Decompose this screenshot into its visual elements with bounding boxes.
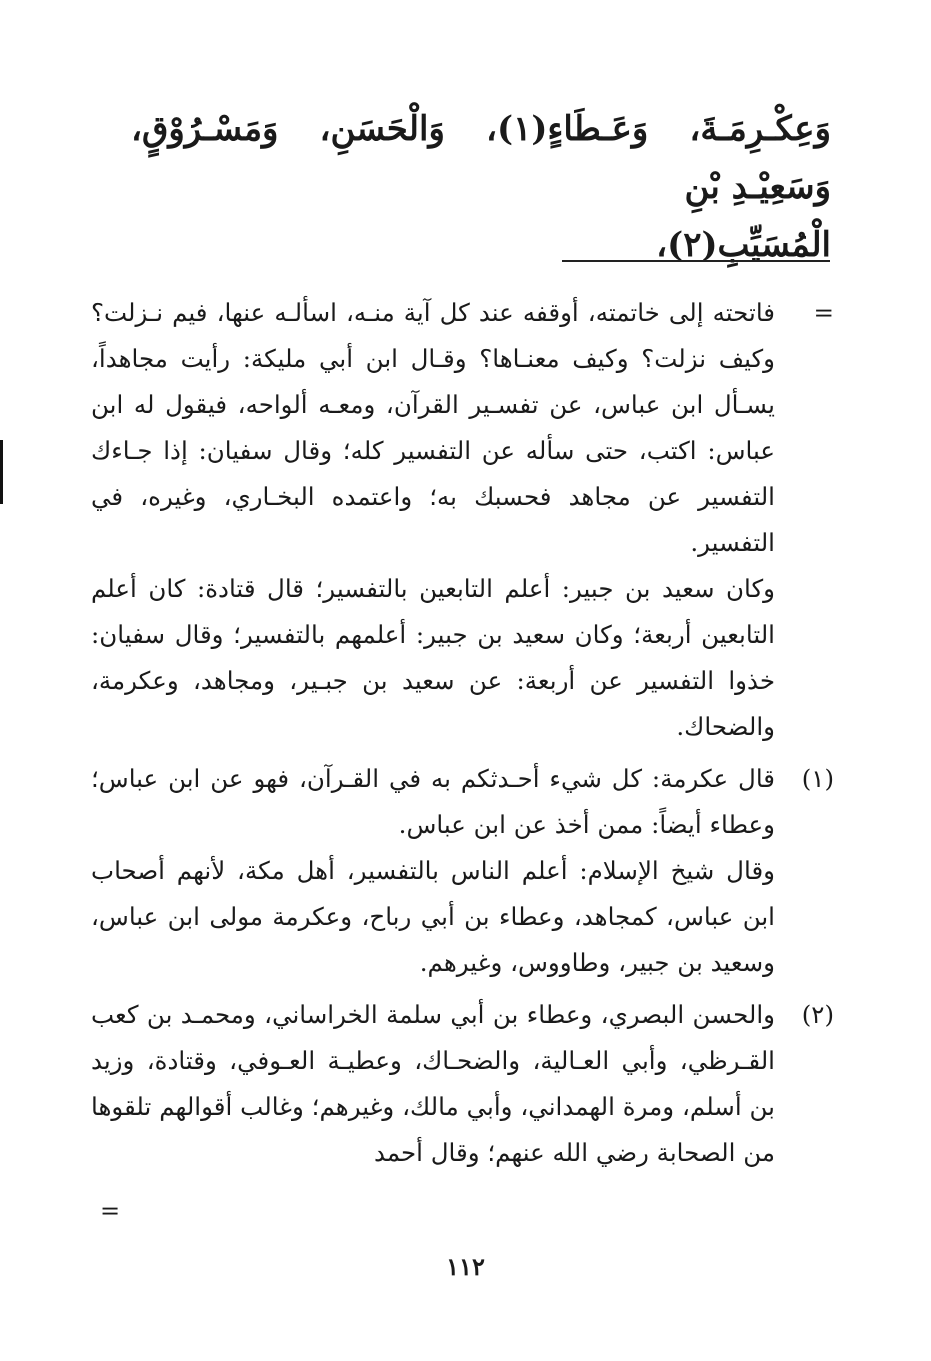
footnote-2: [91, 992, 834, 1176]
main-text: [131, 100, 831, 274]
footnote-paragraph: وكان سعيد بن جبير: أعلم التابعين بالتفسير؛ قال قتادة: كان أعلم التابعين أربعة؛ وكان سعيد بن جبير: أعلمهم بالتفسير؛ وقال سفيان: خذوا التفسير عن أربعة: عن سعيد بن جبـير، ومجاهد، وعكرمة، والضحاك.: [91, 574, 775, 741]
footnote-continuation: [91, 290, 834, 750]
main-text-line: الْمُسَيِّبِ(٢)،: [656, 225, 831, 265]
footnote-1: [91, 756, 834, 986]
footnote-marker: =: [813, 298, 834, 327]
footnote-marker: (١): [801, 764, 834, 793]
scan-edge-mark: [0, 440, 3, 504]
footnote-paragraph: والحسن البصري، وعطاء بن أبي سلمة الخراساني، ومحمـد بن كعب القـرظي، وأبي العـالية، والضحـاك، وعطيـة العـوفي، وقتادة، وزيد بن أسلم، ومرة الهمداني، وأبي مالك، وغيرهم؛ وغالب أقوالهم تلقوها من الصحابة رضي الله عنهم؛ وقال أحمد: [91, 1000, 775, 1167]
main-text-line: وَعِكْـرِمَـةَ، وَعَـطَاءٍ(١)، وَالْحَسَنِ، وَمَسْـرُوْقٍ، وَسَعِيْـدِ بْنِ: [131, 109, 831, 207]
continues-mark: =: [100, 1197, 121, 1225]
footnote-separator: [562, 260, 830, 262]
page-number: ١١٢: [446, 1252, 485, 1281]
footnotes: [91, 290, 834, 1176]
footnote-paragraph: قال عكرمة: كل شيء أحـدثكم به في القـرآن، فهو عن ابن عباس؛ وعطاء أيضاً: ممن أخذ عن ابن عباس.: [91, 764, 775, 839]
footnote-paragraph: وقال شيخ الإسلام: أعلم الناس بالتفسير، أهل مكة، لأنهم أصحاب ابن عباس، كمجاهد، وعطاء بن أبي رباح، وعكرمة مولى ابن عباس، وسعيد بن جبير، وطاووس، وغيرهم.: [91, 856, 775, 977]
footnote-paragraph: فاتحته إلى خاتمته، أوقفه عند كل آية منـه، اسألـه عنها، فيم نـزلت؟ وكيف نزلت؟ وكيف معنـاها؟ وقـال ابن أبي مليكة: رأيت مجاهداً، يسـأل ابن عباس، عن تفسـير القرآن، ومعـه ألواحه، فيقول له ابن عباس: اكتب، حتى سأله عن التفسير كله؛ وقال سفيان: إذا جـاءك التفسير عن مجاهد فحسبك به؛ واعتمده البخـاري، وغيره، في التفسير.: [91, 298, 775, 557]
footnote-marker: (٢): [801, 1000, 834, 1029]
